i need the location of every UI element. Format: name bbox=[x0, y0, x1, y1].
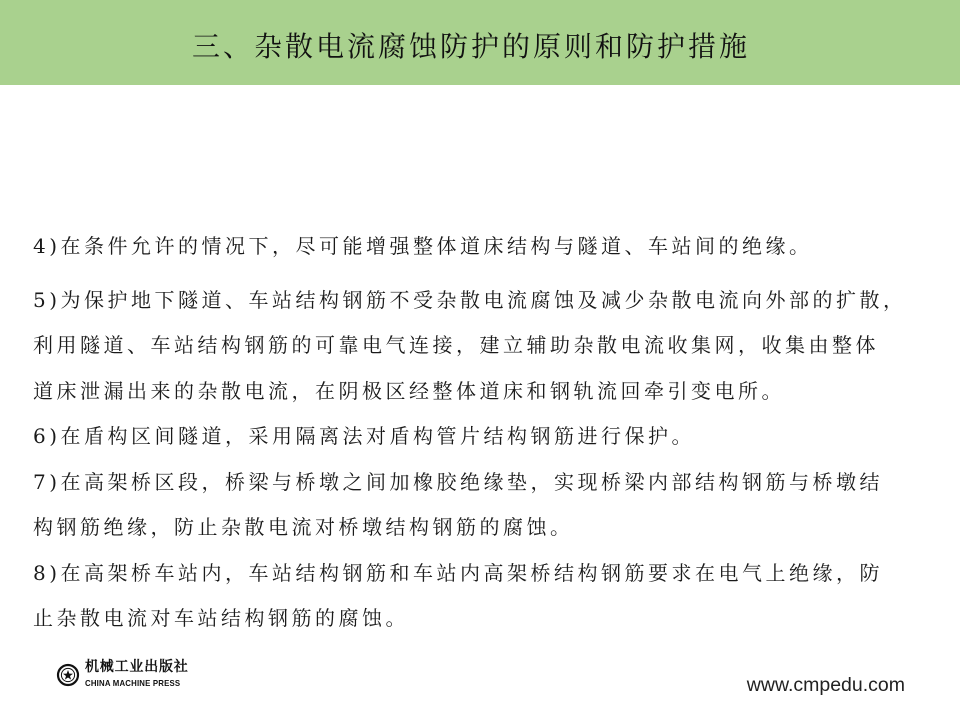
paragraph-line: 道床泄漏出来的杂散电流，在阴极区经整体道床和钢轨流回牵引变电所。 bbox=[33, 378, 785, 403]
title-bar bbox=[0, 0, 960, 85]
paragraph-7 bbox=[33, 460, 933, 551]
paragraph-line: 6)在盾构区间隧道，采用隔离法对盾构管片结构钢筋进行保护。 bbox=[33, 424, 696, 448]
paragraph-6 bbox=[33, 414, 933, 460]
publisher-name-cn: 机械工业出版社 bbox=[85, 659, 189, 675]
paragraph-line: 4)在条件允许的情况下，尽可能增强整体道床结构与隧道、车站间的绝缘。 bbox=[33, 234, 813, 258]
paragraph-line: 7)在高架桥区段，桥梁与桥墩之间加橡胶绝缘垫，实现桥梁内部结构钢筋与桥墩结 bbox=[33, 469, 884, 494]
paragraph-line: 止杂散电流对车站结构钢筋的腐蚀。 bbox=[33, 606, 409, 630]
paragraph-line: 5)为保护地下隧道、车站结构钢筋不受杂散电流腐蚀及减少杂散电流向外部的扩散， bbox=[33, 287, 907, 312]
paragraph-line: 利用隧道、车站结构钢筋的可靠电气连接，建立辅助杂散电流收集网，收集由整体 bbox=[33, 333, 879, 357]
publisher-name-en: CHINA MACHINE PRESS bbox=[85, 678, 181, 688]
paragraph-line: 8)在高架桥车站内，车站结构钢筋和车站内高架桥结构钢筋要求在电气上绝缘，防 bbox=[33, 560, 884, 585]
paragraph-8 bbox=[33, 551, 933, 642]
slide-title: 三、杂散电流腐蚀防护的原则和防护措施 bbox=[191, 30, 750, 63]
publisher-emblem-icon bbox=[56, 663, 80, 687]
paragraph-5 bbox=[33, 278, 933, 415]
publisher-logo bbox=[56, 659, 206, 693]
paragraph-line: 构钢筋绝缘，防止杂散电流对桥墩结构钢筋的腐蚀。 bbox=[33, 515, 574, 539]
slide-body bbox=[33, 224, 933, 642]
paragraph-4 bbox=[33, 224, 933, 270]
website-url: www.cmpedu.com bbox=[746, 674, 905, 696]
